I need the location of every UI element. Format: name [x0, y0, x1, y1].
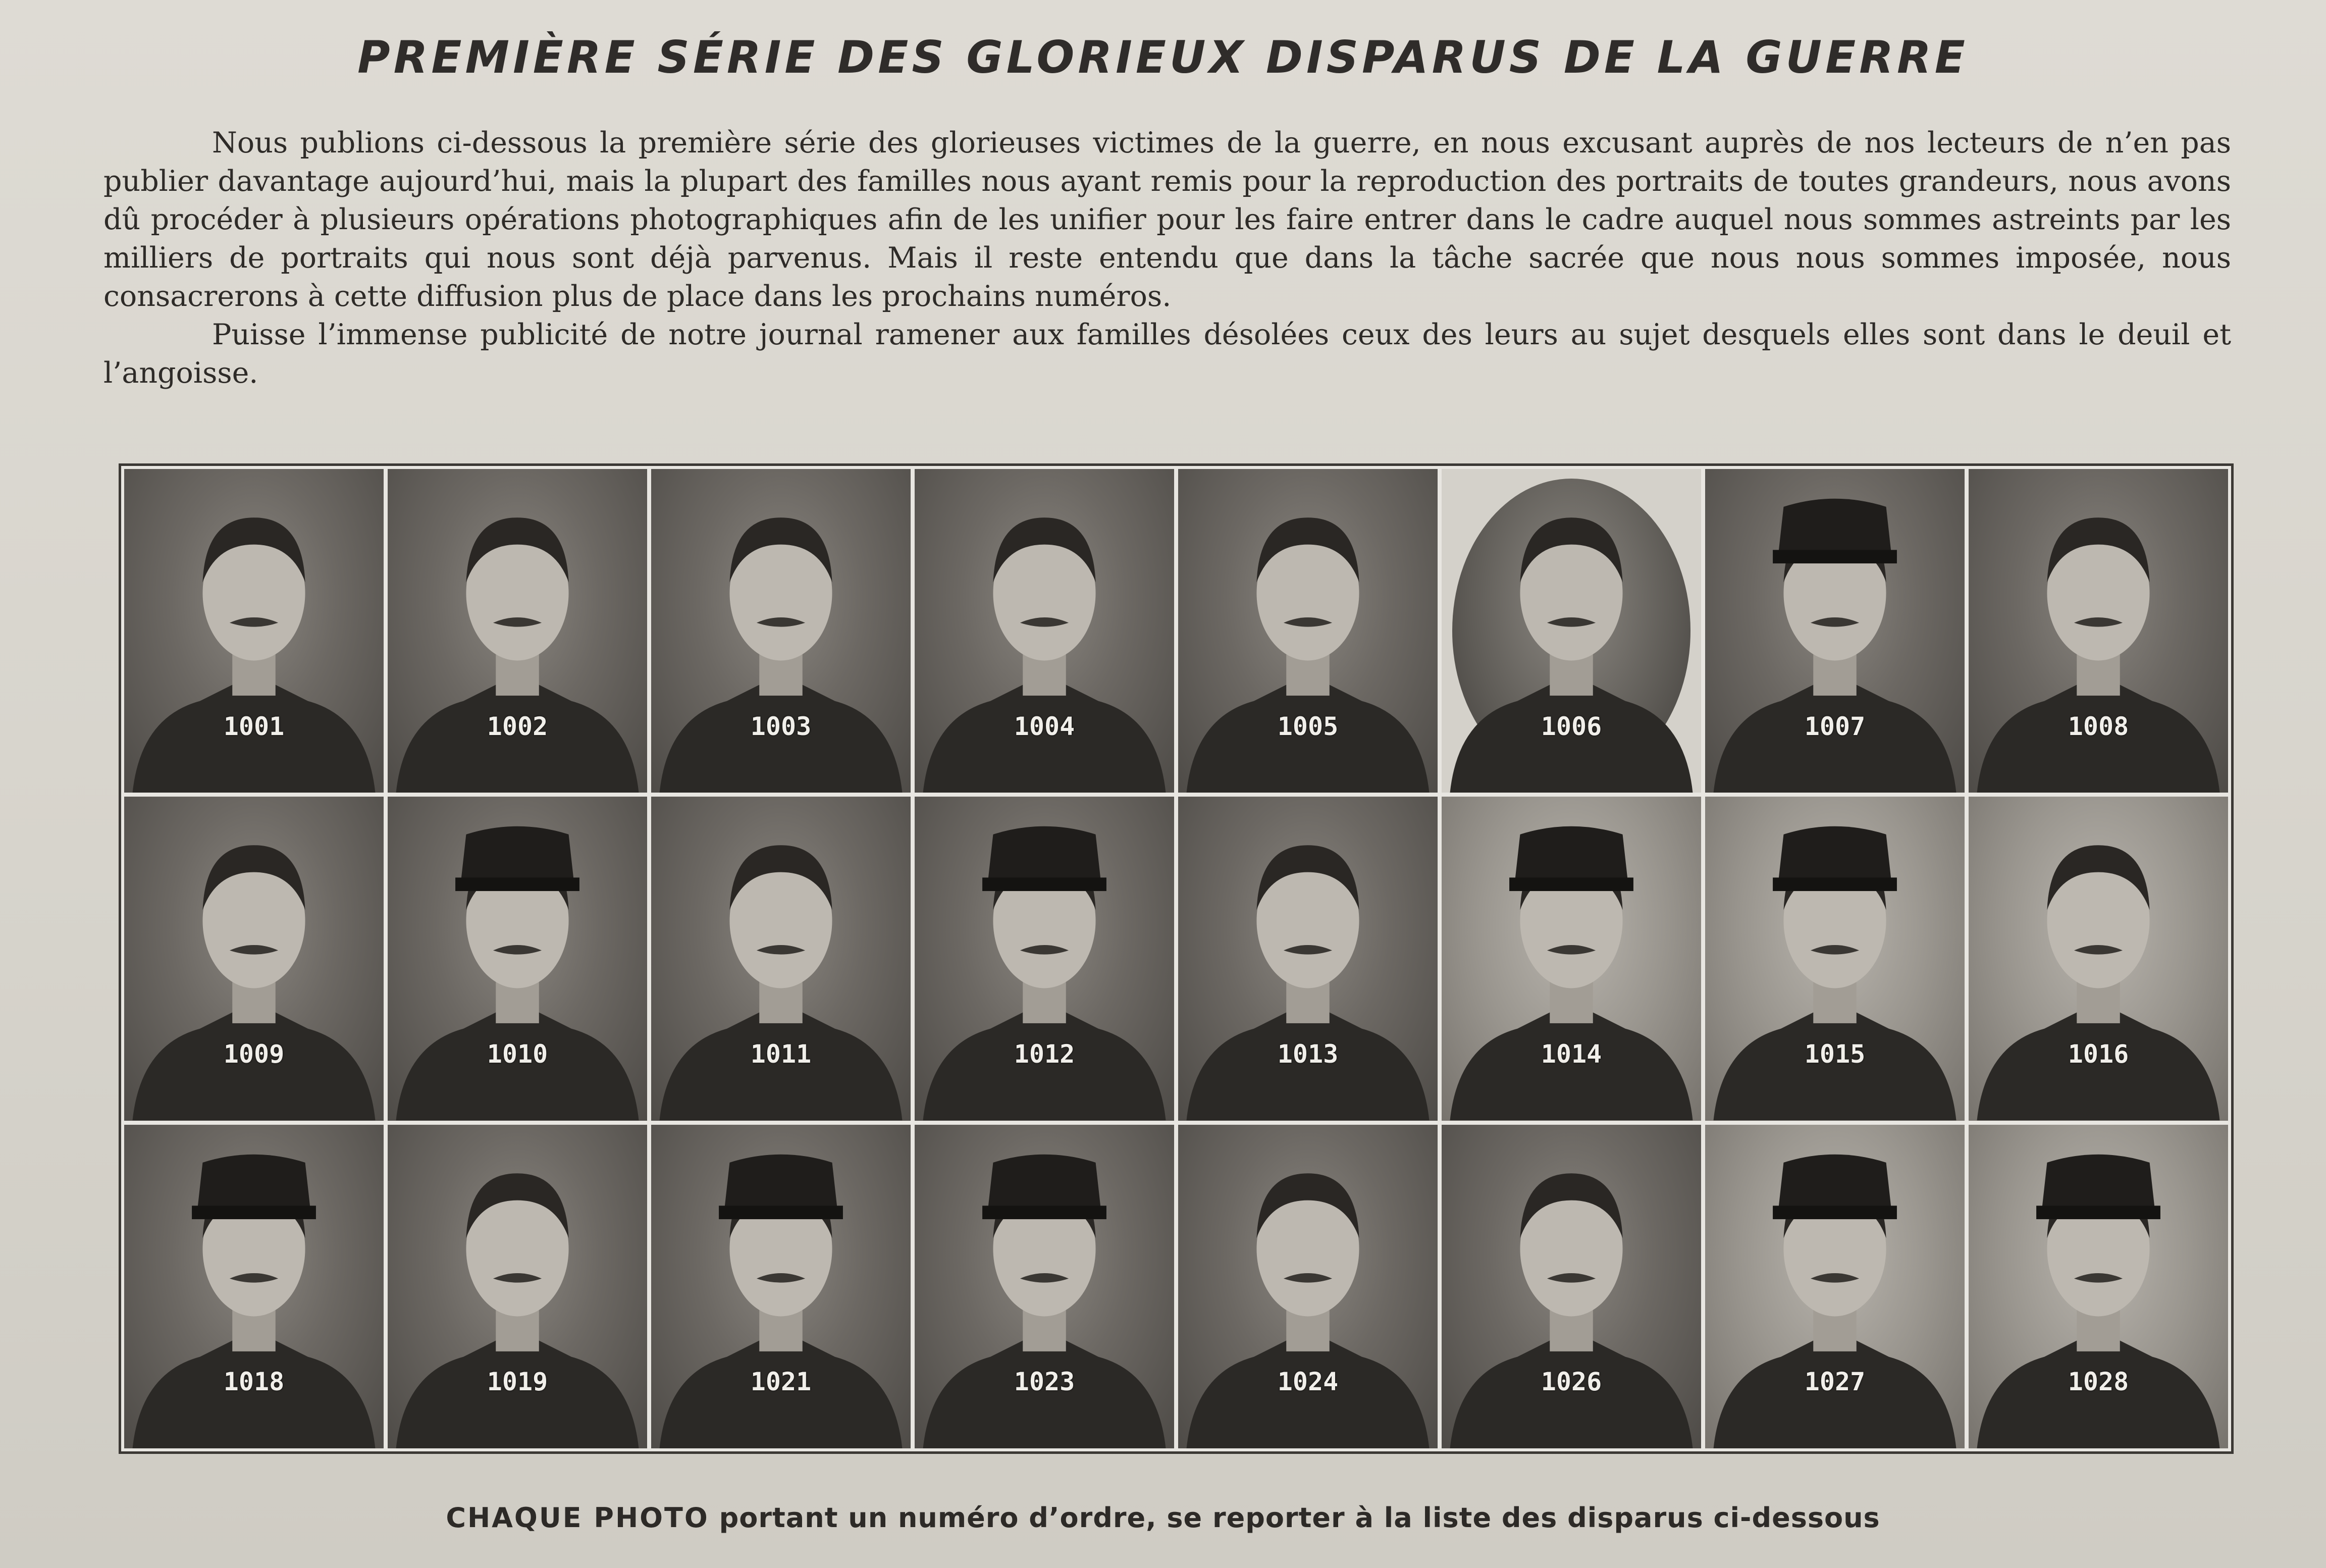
soldier-silhouette-icon	[1178, 469, 1438, 793]
portrait-number: 1021	[750, 1367, 812, 1397]
soldier-silhouette-icon	[915, 469, 1174, 793]
portrait-photo	[124, 469, 384, 793]
portrait-number: 1016	[2068, 1039, 2129, 1069]
portrait-number: 1009	[223, 1039, 285, 1069]
portrait-number: 1010	[487, 1039, 548, 1069]
soldier-silhouette-icon	[124, 1125, 384, 1448]
portrait-number: 1001	[223, 711, 285, 741]
grid-caption	[0, 1502, 2326, 1534]
portrait-photo	[1969, 797, 2228, 1120]
portrait-photo	[124, 797, 384, 1120]
soldier-silhouette-icon	[1442, 1125, 1701, 1448]
portrait-photo	[1969, 469, 2228, 793]
portrait-number: 1012	[1014, 1039, 1075, 1069]
portrait-photo	[915, 469, 1174, 793]
intro-text	[103, 124, 2231, 392]
soldier-silhouette-icon	[1969, 469, 2228, 793]
soldier-silhouette-icon	[1442, 469, 1701, 793]
soldier-silhouette-icon	[651, 469, 911, 793]
soldier-silhouette-icon	[651, 797, 911, 1120]
caption-lead: CHAQUE PHOTO	[446, 1502, 709, 1534]
portrait-photo	[915, 797, 1174, 1120]
portrait-number: 1018	[223, 1367, 285, 1397]
portrait-photo	[1442, 1125, 1701, 1448]
soldier-silhouette-icon	[388, 797, 647, 1120]
portrait-photo	[915, 1125, 1174, 1448]
portrait-photo	[651, 1125, 911, 1448]
portrait-photo	[388, 1125, 647, 1448]
portrait-number: 1028	[2068, 1367, 2129, 1397]
portrait-photo	[1705, 469, 1965, 793]
portrait-photo	[388, 797, 647, 1120]
portrait-photo	[1178, 797, 1438, 1120]
portrait-number: 1004	[1014, 711, 1075, 741]
soldier-silhouette-icon	[1969, 797, 2228, 1120]
portrait-number: 1005	[1277, 711, 1339, 741]
portrait-photo	[651, 797, 911, 1120]
portrait-photo	[388, 469, 647, 793]
portrait-number: 1008	[2068, 711, 2129, 741]
soldier-silhouette-icon	[1178, 1125, 1438, 1448]
portrait-number: 1006	[1541, 711, 1602, 741]
soldier-silhouette-icon	[1178, 797, 1438, 1120]
portrait-photo	[1442, 469, 1701, 793]
soldier-silhouette-icon	[1705, 797, 1965, 1120]
portrait-number: 1023	[1014, 1367, 1075, 1397]
portrait-number: 1024	[1277, 1367, 1339, 1397]
portrait-photo	[1178, 469, 1438, 793]
portrait-photo	[1178, 1125, 1438, 1448]
portrait-photo	[1705, 1125, 1965, 1448]
soldier-silhouette-icon	[124, 797, 384, 1120]
portrait-grid	[119, 463, 2234, 1454]
portrait-photo	[1969, 1125, 2228, 1448]
portrait-number: 1019	[487, 1367, 548, 1397]
intro-paragraph-1: Nous publions ci-dessous la première série des glorieuses victimes de la guerre, en nous excusant auprès de nos lecteurs de n’en pas publier davantage aujourd’hui, mais la plupart des familles nous ayant remis pour la reproduction des portraits de toutes grandeurs, nous avons dû procéder à plusieurs opérations photographiques afin de les unifier pour les faire entrer dans le cadre auquel nous sommes astreints par les milliers de portraits qui nous sont déjà parvenus. Mais il reste entendu que dans la tâche sacrée que nous nous sommes imposée, nous consacrerons à cette diffusion plus de place dans les prochains numéros.	[103, 126, 2231, 313]
portrait-number: 1011	[750, 1039, 812, 1069]
soldier-silhouette-icon	[388, 469, 647, 793]
soldier-silhouette-icon	[915, 1125, 1174, 1448]
portrait-number: 1013	[1277, 1039, 1339, 1069]
soldier-silhouette-icon	[124, 469, 384, 793]
portrait-number: 1026	[1541, 1367, 1602, 1397]
soldier-silhouette-icon	[1442, 797, 1701, 1120]
soldier-silhouette-icon	[388, 1125, 647, 1448]
soldier-silhouette-icon	[651, 1125, 911, 1448]
portrait-number: 1007	[1804, 711, 1866, 741]
soldier-silhouette-icon	[1969, 1125, 2228, 1448]
portrait-number: 1015	[1804, 1039, 1866, 1069]
intro-paragraph-2: Puisse l’immense publicité de notre journal ramener aux familles désolées ceux des leurs au sujet desquels elles sont dans le deuil et l’angoisse.	[103, 318, 2231, 390]
portrait-number: 1027	[1804, 1367, 1866, 1397]
portrait-photo	[651, 469, 911, 793]
portrait-photo	[124, 1125, 384, 1448]
portrait-photo	[1442, 797, 1701, 1120]
portrait-number: 1003	[750, 711, 812, 741]
page-title: PREMIÈRE SÉRIE DES GLORIEUX DISPARUS DE LA GUERRE	[357, 31, 1969, 83]
portrait-number: 1014	[1541, 1039, 1602, 1069]
portrait-photo	[1705, 797, 1965, 1120]
soldier-silhouette-icon	[1705, 1125, 1965, 1448]
caption-rest: portant un numéro d’ordre, se reporter à la liste des disparus ci-dessous	[719, 1502, 1880, 1534]
portrait-number: 1002	[487, 711, 548, 741]
soldier-silhouette-icon	[1705, 469, 1965, 793]
soldier-silhouette-icon	[915, 797, 1174, 1120]
